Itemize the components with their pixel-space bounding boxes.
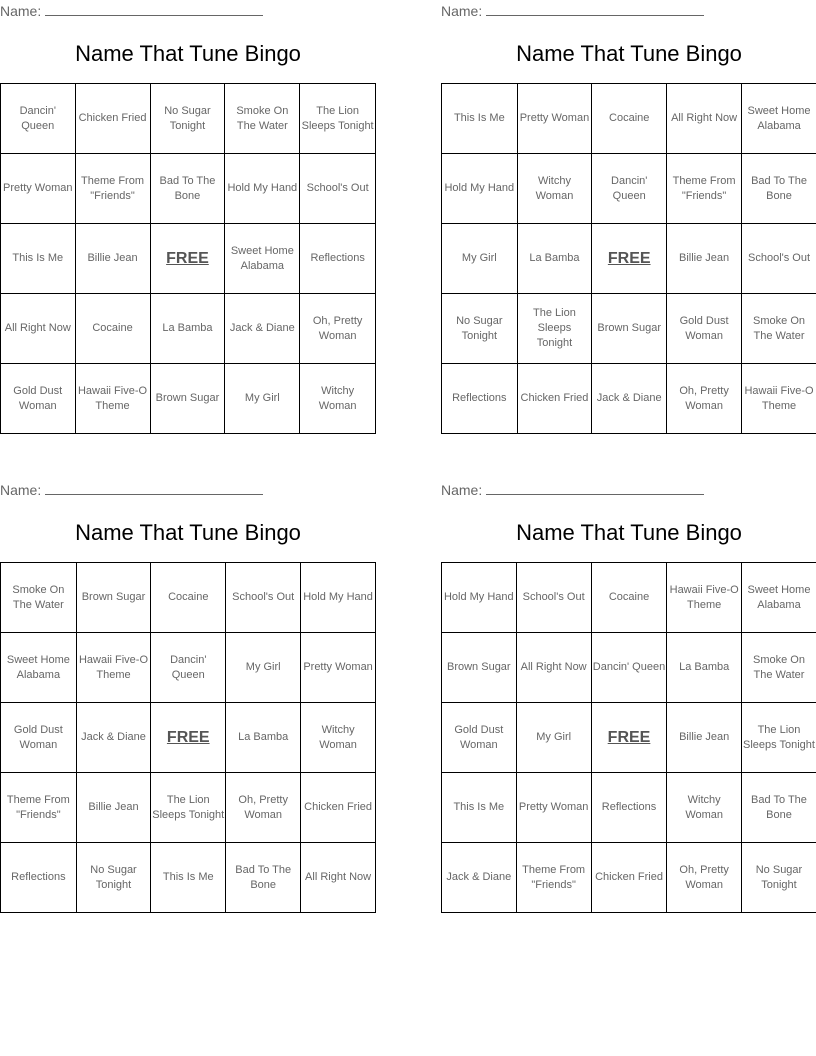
grid-cell: Hawaii Five-O Theme xyxy=(742,364,816,434)
grid-cell: Jack & Diane xyxy=(442,843,517,913)
grid-row xyxy=(442,84,816,154)
grid-cell: La Bamba xyxy=(667,633,742,703)
grid-cell: Brown Sugar xyxy=(592,294,667,364)
grid-cell: Hawaii Five-O Theme xyxy=(667,563,742,633)
grid-cell: Sweet Home Alabama xyxy=(225,224,300,294)
name-label: Name: xyxy=(441,3,483,19)
card-title: Name That Tune Bingo xyxy=(516,41,742,66)
grid-cell: Smoke On The Water xyxy=(1,563,77,633)
grid-cell: La Bamba xyxy=(226,703,301,773)
grid-cell: Cocaine xyxy=(75,294,150,364)
name-blank xyxy=(486,481,704,495)
grid-cell: Smoke On The Water xyxy=(741,633,816,703)
free-cell: FREE xyxy=(151,703,226,773)
name-label: Name: xyxy=(441,482,483,498)
grid-cell: Witchy Woman xyxy=(517,154,592,224)
card-title: Name That Tune Bingo xyxy=(516,520,742,545)
grid-cell: My Girl xyxy=(226,633,301,703)
grid-cell: Bad To The Bone xyxy=(226,843,301,913)
grid-row xyxy=(442,773,816,843)
grid-cell: Dancin' Queen xyxy=(592,154,667,224)
card-title: Name That Tune Bingo xyxy=(75,520,301,545)
grid-cell: Smoke On The Water xyxy=(742,294,816,364)
grid-cell: Sweet Home Alabama xyxy=(1,633,77,703)
grid-row xyxy=(1,773,376,843)
grid-cell: Pretty Woman xyxy=(301,633,376,703)
grid-cell: No Sugar Tonight xyxy=(76,843,151,913)
name-blank xyxy=(45,2,263,16)
name-line xyxy=(441,481,704,498)
grid-cell: Gold Dust Woman xyxy=(442,703,517,773)
name-blank xyxy=(45,481,263,495)
bingo-grid xyxy=(0,562,376,913)
grid-cell: This Is Me xyxy=(442,773,517,843)
grid-cell: Reflections xyxy=(1,843,77,913)
grid-row xyxy=(442,364,816,434)
grid-row xyxy=(442,154,816,224)
grid-cell: The Lion Sleeps Tonight xyxy=(300,84,376,154)
grid-cell: My Girl xyxy=(225,364,300,434)
name-line xyxy=(0,2,263,19)
grid-cell: School's Out xyxy=(300,154,376,224)
grid-cell: Hold My Hand xyxy=(225,154,300,224)
grid-cell: Cocaine xyxy=(592,84,667,154)
grid-cell: Bad To The Bone xyxy=(741,773,816,843)
grid-cell: Pretty Woman xyxy=(516,773,591,843)
name-blank xyxy=(486,2,704,16)
grid-row xyxy=(1,154,376,224)
grid-cell: Oh, Pretty Woman xyxy=(226,773,301,843)
grid-cell: Oh, Pretty Woman xyxy=(300,294,376,364)
grid-row xyxy=(442,843,816,913)
grid-cell: Pretty Woman xyxy=(1,154,76,224)
grid-cell: The Lion Sleeps Tonight xyxy=(741,703,816,773)
grid-cell: Pretty Woman xyxy=(517,84,592,154)
grid-cell: La Bamba xyxy=(150,294,225,364)
grid-cell: This Is Me xyxy=(442,84,518,154)
grid-cell: Witchy Woman xyxy=(300,364,376,434)
grid-cell: Billie Jean xyxy=(75,224,150,294)
grid-cell: Theme From "Friends" xyxy=(667,154,742,224)
grid-cell: School's Out xyxy=(226,563,301,633)
grid-cell: Gold Dust Woman xyxy=(667,294,742,364)
grid-cell: Jack & Diane xyxy=(592,364,667,434)
grid-cell: Chicken Fried xyxy=(301,773,376,843)
grid-cell: Oh, Pretty Woman xyxy=(667,843,742,913)
grid-cell: Reflections xyxy=(300,224,376,294)
grid-row xyxy=(1,84,376,154)
grid-cell: Brown Sugar xyxy=(150,364,225,434)
grid-row xyxy=(442,224,816,294)
grid-cell: My Girl xyxy=(516,703,591,773)
grid-cell: No Sugar Tonight xyxy=(150,84,225,154)
grid-cell: Witchy Woman xyxy=(667,773,742,843)
grid-cell: Theme From "Friends" xyxy=(516,843,591,913)
grid-row xyxy=(1,364,376,434)
grid-cell: La Bamba xyxy=(517,224,592,294)
grid-cell: Jack & Diane xyxy=(225,294,300,364)
free-cell: FREE xyxy=(591,703,667,773)
grid-cell: All Right Now xyxy=(1,294,76,364)
grid-row xyxy=(442,703,816,773)
grid-cell: Dancin' Queen xyxy=(151,633,226,703)
grid-cell: School's Out xyxy=(516,563,591,633)
grid-cell: Sweet Home Alabama xyxy=(742,84,816,154)
grid-cell: Chicken Fried xyxy=(591,843,667,913)
grid-row xyxy=(442,294,816,364)
grid-cell: Cocaine xyxy=(591,563,667,633)
grid-cell: Billie Jean xyxy=(667,703,742,773)
grid-cell: My Girl xyxy=(442,224,518,294)
grid-cell: Theme From "Friends" xyxy=(1,773,77,843)
grid-cell: All Right Now xyxy=(301,843,376,913)
grid-cell: Bad To The Bone xyxy=(150,154,225,224)
grid-row xyxy=(1,563,376,633)
grid-row xyxy=(442,633,816,703)
grid-cell: Smoke On The Water xyxy=(225,84,300,154)
card-title: Name That Tune Bingo xyxy=(75,41,301,66)
grid-row xyxy=(1,633,376,703)
free-cell: FREE xyxy=(150,224,225,294)
grid-cell: This Is Me xyxy=(1,224,76,294)
grid-row xyxy=(1,703,376,773)
grid-cell: Dancin' Queen xyxy=(1,84,76,154)
grid-cell: Brown Sugar xyxy=(442,633,517,703)
grid-cell: Jack & Diane xyxy=(76,703,151,773)
grid-cell: Sweet Home Alabama xyxy=(741,563,816,633)
grid-cell: All Right Now xyxy=(667,84,742,154)
grid-cell: The Lion Sleeps Tonight xyxy=(517,294,592,364)
grid-cell: Chicken Fried xyxy=(75,84,150,154)
grid-cell: Hold My Hand xyxy=(301,563,376,633)
grid-cell: Dancin' Queen xyxy=(591,633,667,703)
grid-cell: No Sugar Tonight xyxy=(442,294,518,364)
grid-cell: Hold My Hand xyxy=(442,563,517,633)
grid-cell: Cocaine xyxy=(151,563,226,633)
grid-row xyxy=(1,224,376,294)
grid-row xyxy=(442,563,816,633)
grid-cell: The Lion Sleeps Tonight xyxy=(151,773,226,843)
grid-cell: Reflections xyxy=(442,364,518,434)
bingo-grid xyxy=(441,83,816,434)
grid-cell: Chicken Fried xyxy=(517,364,592,434)
name-label: Name: xyxy=(0,3,42,19)
grid-cell: Brown Sugar xyxy=(76,563,151,633)
free-cell: FREE xyxy=(592,224,667,294)
name-label: Name: xyxy=(0,482,42,498)
grid-cell: Gold Dust Woman xyxy=(1,364,76,434)
name-line xyxy=(0,481,263,498)
grid-cell: Hawaii Five-O Theme xyxy=(75,364,150,434)
grid-cell: Gold Dust Woman xyxy=(1,703,77,773)
grid-cell: Billie Jean xyxy=(667,224,742,294)
grid-row xyxy=(1,294,376,364)
grid-cell: All Right Now xyxy=(516,633,591,703)
name-line xyxy=(441,2,704,19)
grid-cell: Hawaii Five-O Theme xyxy=(76,633,151,703)
grid-cell: No Sugar Tonight xyxy=(741,843,816,913)
bingo-grid xyxy=(0,83,376,434)
grid-cell: Billie Jean xyxy=(76,773,151,843)
grid-cell: Theme From "Friends" xyxy=(75,154,150,224)
grid-cell: Witchy Woman xyxy=(301,703,376,773)
grid-row xyxy=(1,843,376,913)
grid-cell: Hold My Hand xyxy=(442,154,518,224)
bingo-grid xyxy=(441,562,816,913)
grid-cell: Reflections xyxy=(591,773,667,843)
grid-cell: Bad To The Bone xyxy=(742,154,816,224)
grid-cell: School's Out xyxy=(742,224,816,294)
grid-cell: This Is Me xyxy=(151,843,226,913)
grid-cell: Oh, Pretty Woman xyxy=(667,364,742,434)
